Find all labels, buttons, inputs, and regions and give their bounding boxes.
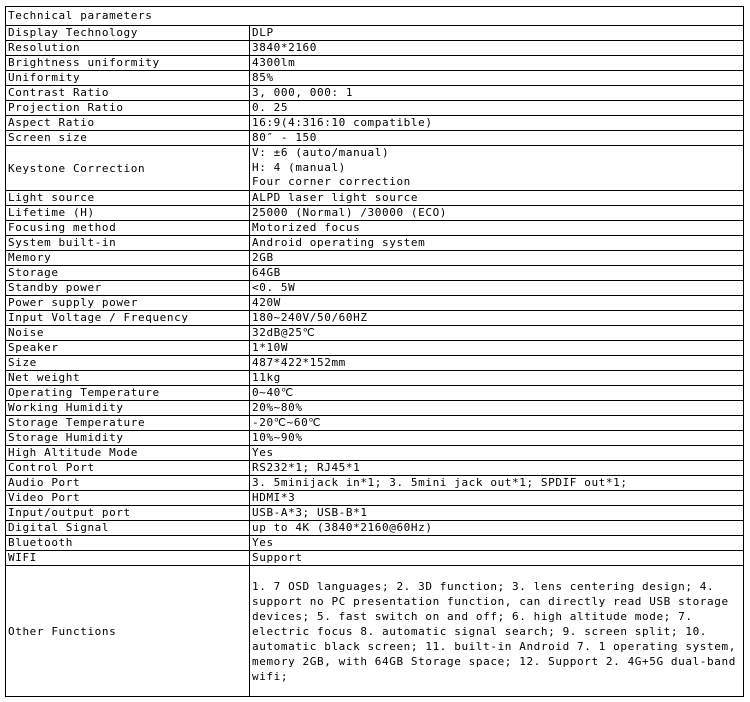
spec-label: Input Voltage / Frequency — [6, 311, 250, 326]
spec-label: Contrast Ratio — [6, 86, 250, 101]
spec-row — [6, 491, 743, 506]
spec-label: Memory — [6, 251, 250, 266]
spec-row — [6, 251, 743, 266]
spec-value: 10%~90% — [250, 431, 744, 446]
spec-row — [6, 26, 743, 41]
spec-row — [6, 341, 743, 356]
spec-row — [6, 206, 743, 221]
spec-label: Display Technology — [6, 26, 250, 41]
spec-row — [6, 476, 743, 491]
spec-sheet — [5, 6, 744, 697]
spec-label: Audio Port — [6, 476, 250, 491]
spec-label: Power supply power — [6, 296, 250, 311]
spec-value: 16:9(4:316:10 compatible) — [250, 116, 744, 131]
spec-value: Yes — [250, 536, 744, 551]
spec-row — [6, 521, 743, 536]
spec-label: Focusing method — [6, 221, 250, 236]
spec-value: 64GB — [250, 266, 744, 281]
spec-row — [6, 356, 743, 371]
spec-row — [6, 41, 743, 56]
spec-label: Net weight — [6, 371, 250, 386]
spec-label: Keystone Correction — [6, 146, 250, 191]
spec-row — [6, 446, 743, 461]
spec-value: <0. 5W — [250, 281, 744, 296]
spec-value: USB-A*3; USB-B*1 — [250, 506, 744, 521]
spec-row — [6, 86, 743, 101]
spec-label: Storage Humidity — [6, 431, 250, 446]
spec-label: Resolution — [6, 41, 250, 56]
spec-value: 0~40℃ — [250, 386, 744, 401]
spec-row — [6, 461, 743, 476]
spec-row — [6, 551, 743, 566]
spec-row — [6, 131, 743, 146]
spec-value: Motorized focus — [250, 221, 744, 236]
spec-label: Control Port — [6, 461, 250, 476]
spec-value: -20℃~60℃ — [250, 416, 744, 431]
spec-row — [6, 116, 743, 131]
spec-value: 85% — [250, 71, 744, 86]
spec-row — [6, 401, 743, 416]
spec-label: System built-in — [6, 236, 250, 251]
spec-row — [6, 311, 743, 326]
spec-value: Support — [250, 551, 744, 566]
spec-label: Input/output port — [6, 506, 250, 521]
spec-row — [6, 266, 743, 281]
spec-value: 2GB — [250, 251, 744, 266]
spec-label: Lifetime (H) — [6, 206, 250, 221]
spec-value: 3840*2160 — [250, 41, 744, 56]
spec-value: 3. 5minijack in*1; 3. 5mini jack out*1; SPDIF out*1; — [250, 476, 744, 491]
spec-row — [6, 386, 743, 401]
spec-label: Video Port — [6, 491, 250, 506]
spec-label: Standby power — [6, 281, 250, 296]
sheet-title: Technical parameters — [6, 7, 743, 26]
spec-row — [6, 566, 743, 697]
spec-label: WIFI — [6, 551, 250, 566]
spec-value: HDMI*3 — [250, 491, 744, 506]
spec-row — [6, 416, 743, 431]
spec-value: 80″ - 150 — [250, 131, 744, 146]
spec-row — [6, 191, 743, 206]
spec-value-line: V: ±6 (auto/manual) — [252, 146, 390, 160]
spec-label: Working Humidity — [6, 401, 250, 416]
spec-label: Storage Temperature — [6, 416, 250, 431]
spec-table-body — [6, 26, 743, 696]
spec-value: up to 4K (3840*2160@60Hz) — [250, 521, 744, 536]
spec-row — [6, 296, 743, 311]
spec-label: Size — [6, 356, 250, 371]
spec-label: Projection Ratio — [6, 101, 250, 116]
spec-label: Digital Signal — [6, 521, 250, 536]
spec-label: Other Functions — [6, 566, 250, 697]
spec-row — [6, 536, 743, 551]
spec-label: Screen size — [6, 131, 250, 146]
spec-value: 20%~80% — [250, 401, 744, 416]
spec-value — [250, 146, 744, 191]
spec-label: Aspect Ratio — [6, 116, 250, 131]
spec-value-line: H: 4 (manual) — [252, 160, 346, 174]
spec-row — [6, 506, 743, 521]
spec-value: 420W — [250, 296, 744, 311]
spec-value: ALPD laser light source — [250, 191, 744, 206]
spec-value: DLP — [250, 26, 744, 41]
spec-row — [6, 281, 743, 296]
spec-value: 1*10W — [250, 341, 744, 356]
spec-row — [6, 221, 743, 236]
spec-row — [6, 146, 743, 191]
spec-label: Speaker — [6, 341, 250, 356]
spec-row — [6, 56, 743, 71]
spec-value: RS232*1; RJ45*1 — [250, 461, 744, 476]
spec-label: Noise — [6, 326, 250, 341]
spec-value: 180~240V/50/60HZ — [250, 311, 744, 326]
spec-row — [6, 431, 743, 446]
spec-row — [6, 326, 743, 341]
spec-value: 3, 000, 000: 1 — [250, 86, 744, 101]
spec-value-line: Four corner correction — [252, 175, 411, 189]
spec-value: 11kg — [250, 371, 744, 386]
spec-label: Brightness uniformity — [6, 56, 250, 71]
spec-row — [6, 371, 743, 386]
spec-value: 1. 7 OSD languages; 2. 3D function; 3. lens centering design; 4. support no PC presentation function, can directly read USB storage devices; 5. fast switch on and off; 6. high altitude mode; 7. electric focus 8. automatic signal search; 9. screen split; 10. automatic black screen; 11. built-in Android 7. 1 operating system, memory 2GB, with 64GB Storage space; 12. Support 2. 4G+5G dual-band wifi; — [252, 579, 736, 683]
spec-value: 487*422*152mm — [250, 356, 744, 371]
spec-value: 25000 (Normal) /30000 (ECO) — [250, 206, 744, 221]
spec-value: 4300lm — [250, 56, 744, 71]
spec-row — [6, 101, 743, 116]
spec-label: Light source — [6, 191, 250, 206]
spec-label: Uniformity — [6, 71, 250, 86]
spec-label: Storage — [6, 266, 250, 281]
spec-value: Android operating system — [250, 236, 744, 251]
spec-row — [6, 236, 743, 251]
spec-label: High Altitude Mode — [6, 446, 250, 461]
spec-row — [6, 71, 743, 86]
spec-label: Bluetooth — [6, 536, 250, 551]
spec-table — [6, 26, 743, 696]
spec-value: 0. 25 — [250, 101, 744, 116]
spec-value: Yes — [250, 446, 744, 461]
spec-label: Operating Temperature — [6, 386, 250, 401]
spec-value: 32dB@25℃ — [250, 326, 744, 341]
